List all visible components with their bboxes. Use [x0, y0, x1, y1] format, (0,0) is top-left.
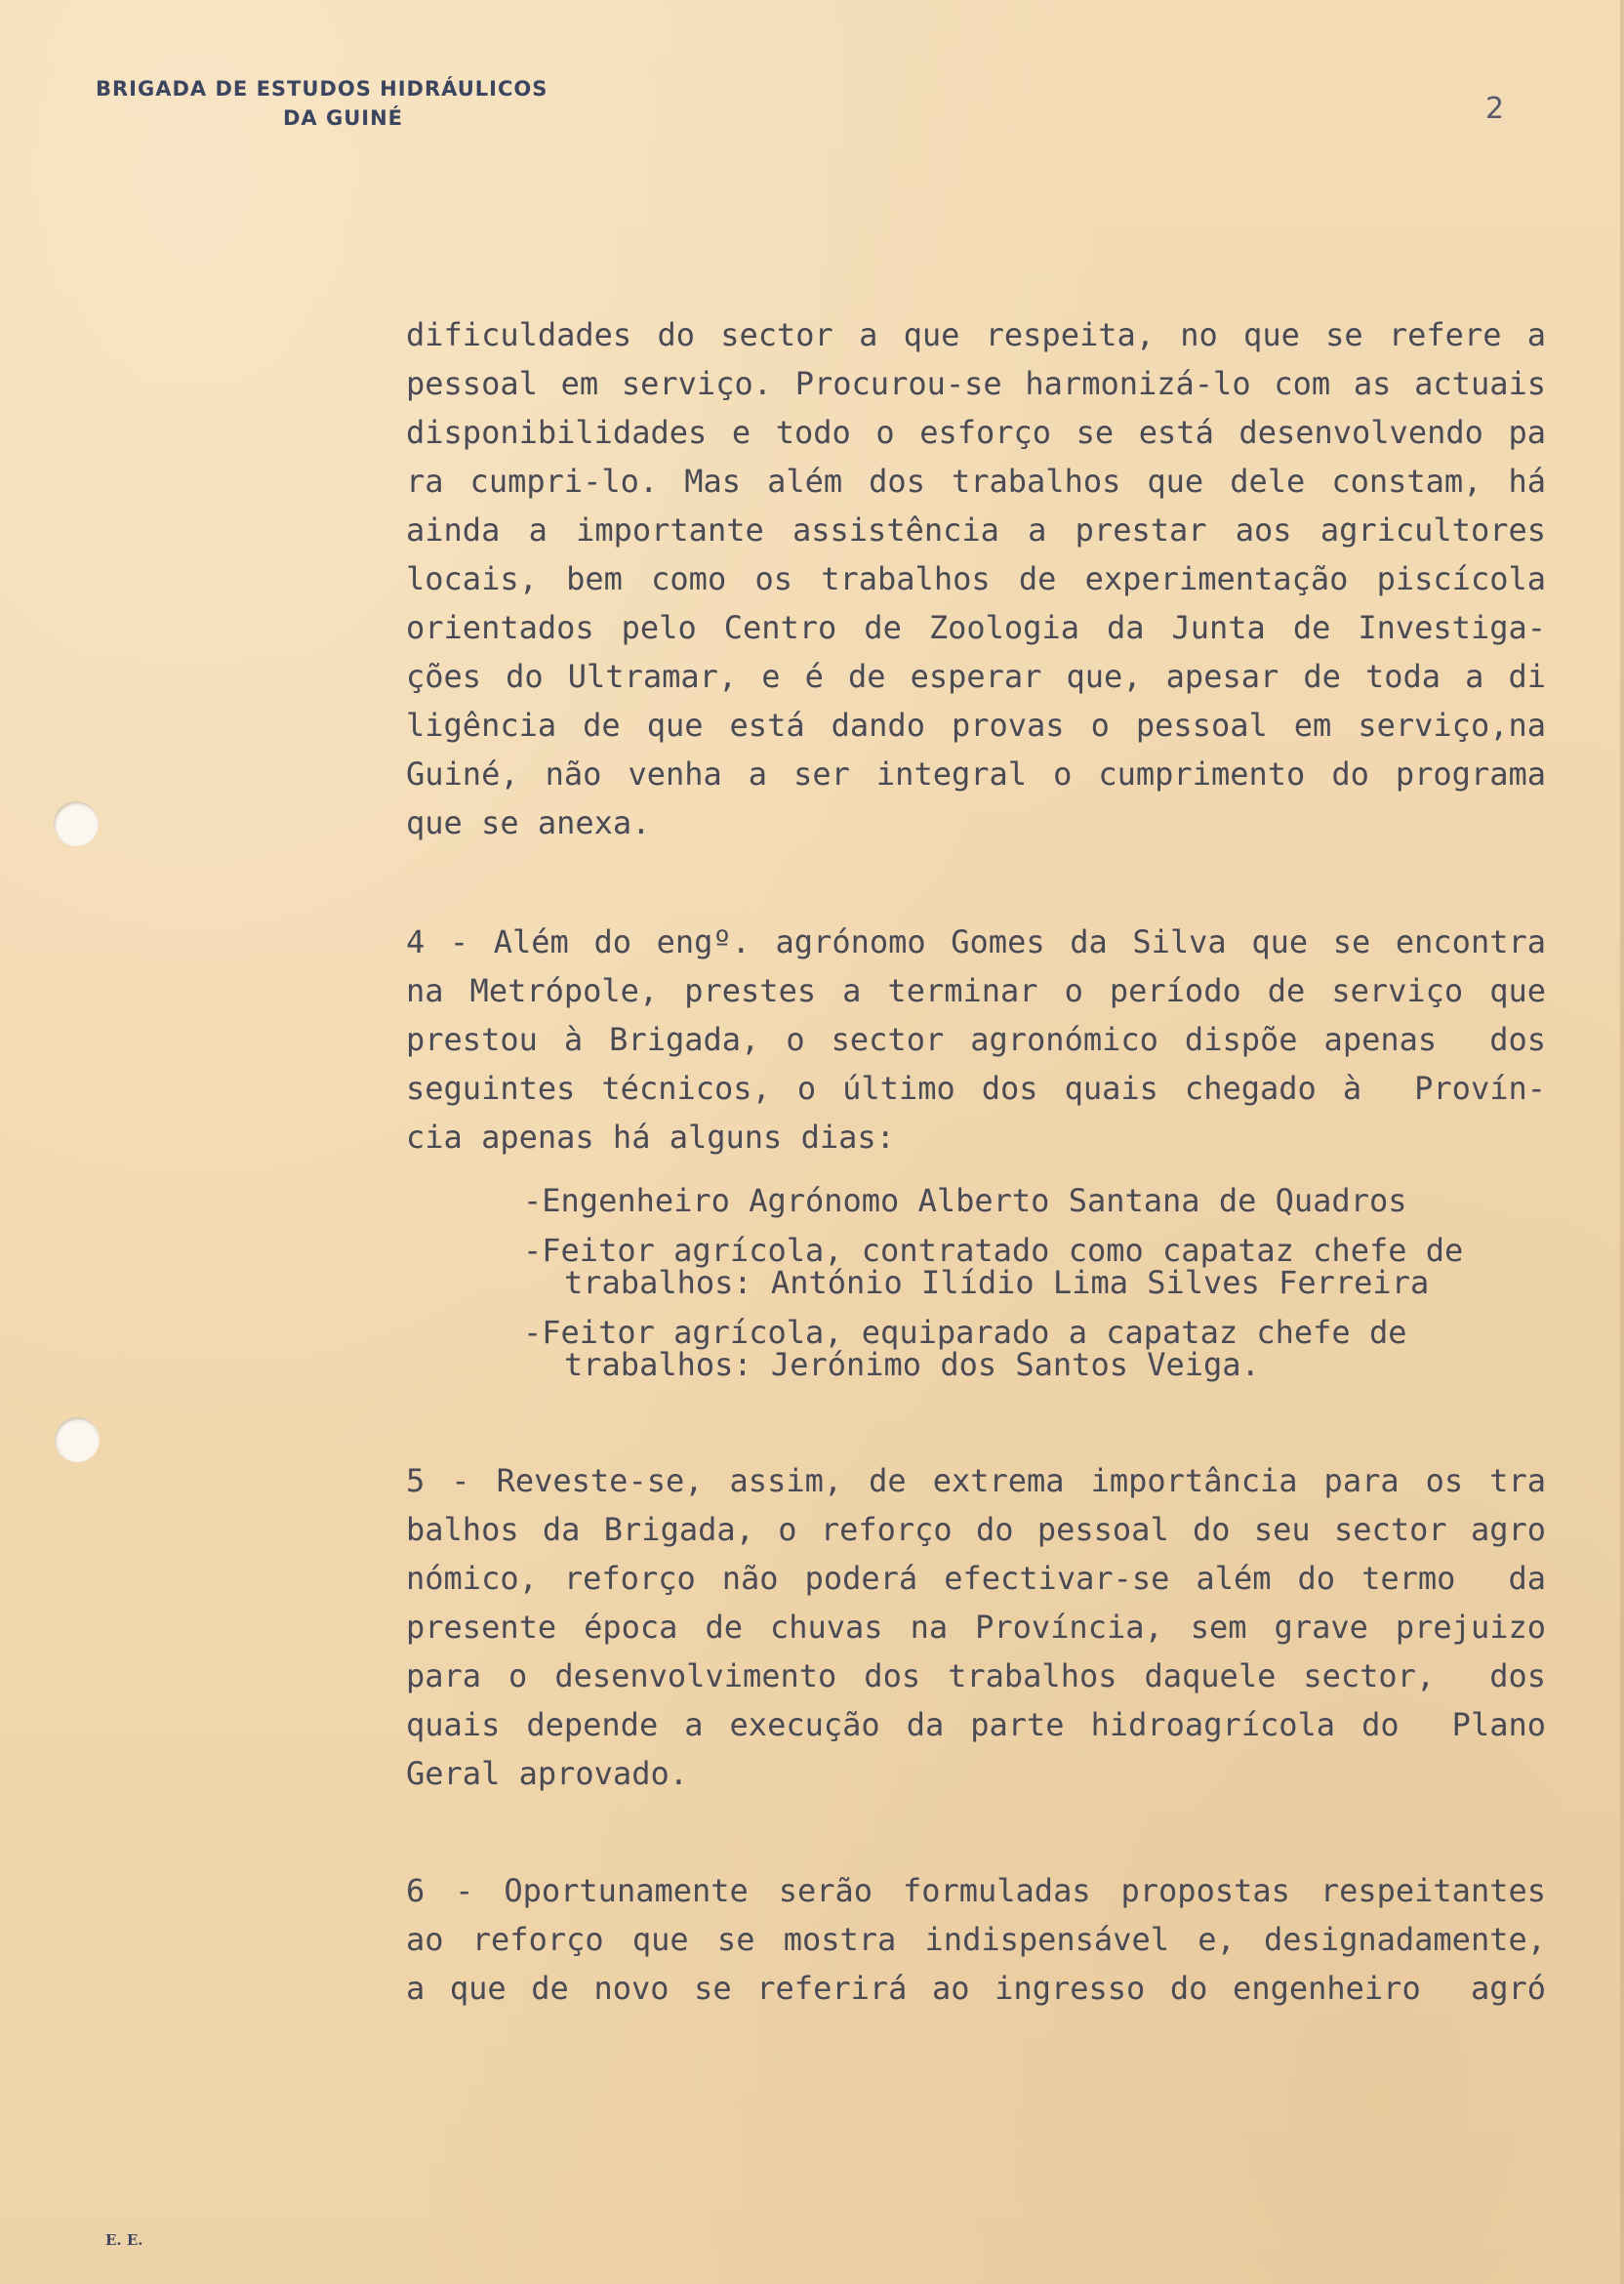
text-line: ainda a importante assistência a prestar aos agricultores — [406, 511, 1546, 549]
text-line: quais depende a execução da parte hidroagrícola do Plano — [406, 1706, 1546, 1743]
text-line: cia apenas há alguns dias: — [406, 1119, 895, 1156]
text-line: 5 - Reveste-se, assim, de extrema importância para os tra — [406, 1462, 1546, 1499]
page-number: 2 — [1485, 92, 1505, 126]
paragraph-5 — [406, 1456, 1546, 1798]
list-item-line: -Engenheiro Agrónomo Alberto Santana de Quadros — [523, 1182, 1407, 1219]
text-line: ções do Ultramar, e é de esperar que, apesar de toda a di — [406, 658, 1546, 695]
text-line: nómico, reforço não poderá efectivar-se além do termo da — [406, 1560, 1546, 1597]
text-line: balhos da Brigada, o reforço do pessoal do seu sector agro — [406, 1511, 1546, 1548]
text-line: Geral aprovado. — [406, 1755, 688, 1792]
text-line: presente época de chuvas na Província, sem grave prejuizo — [406, 1609, 1546, 1646]
paragraph-6 — [406, 1866, 1546, 2013]
letterhead — [96, 74, 548, 133]
text-line: a que de novo se referirá ao ingresso do engenheiro agró — [406, 1970, 1546, 2007]
text-line: seguintes técnicos, o último dos quais chegado à Provín- — [406, 1070, 1546, 1107]
text-line: ra cumpri-lo. Mas além dos trabalhos que dele constam, há — [406, 463, 1546, 500]
text-line: na Metrópole, prestes a terminar o período de serviço que — [406, 972, 1546, 1009]
punch-hole — [55, 1417, 100, 1462]
list-item — [523, 1314, 1548, 1383]
staff-list — [523, 1182, 1548, 1399]
text-line: 6 - Oportunamente serão formuladas propostas respeitantes — [406, 1872, 1546, 1909]
paragraph-4 — [406, 918, 1546, 1162]
text-line: dificuldades do sector a que respeita, no que se refere a — [406, 316, 1546, 353]
intro-paragraph — [406, 310, 1546, 847]
text-line: ligência de que está dando provas o pessoal em serviço,na — [406, 707, 1546, 744]
list-item-line: trabalhos: Jerónimo dos Santos Veiga. — [564, 1346, 1260, 1383]
text-line: pessoal em serviço. Procurou-se harmonizá-lo com as actuais — [406, 365, 1546, 402]
letterhead-line-2: DA GUINÉ — [283, 106, 404, 130]
punch-hole — [54, 801, 99, 846]
list-item-line: -Feitor agrícola, equiparado a capataz chefe de — [523, 1314, 1407, 1351]
list-item-line: trabalhos: António Ilídio Lima Silves Ferreira — [564, 1264, 1430, 1301]
list-item-line: -Feitor agrícola, contratado como capataz chefe de — [523, 1232, 1464, 1269]
text-line: que se anexa. — [406, 804, 651, 841]
text-line: orientados pelo Centro de Zoologia da Junta de Investiga- — [406, 609, 1546, 646]
text-line: para o desenvolvimento dos trabalhos daquele sector, dos — [406, 1657, 1546, 1694]
text-line: locais, bem como os trabalhos de experimentação piscícola — [406, 560, 1546, 597]
text-line: prestou à Brigada, o sector agronómico dispõe apenas dos — [406, 1021, 1546, 1058]
text-line: 4 - Além do engº. agrónomo Gomes da Silva que se encontra — [406, 923, 1546, 960]
text-line: Guiné, não venha a ser integral o cumprimento do programa — [406, 755, 1546, 793]
text-line: ao reforço que se mostra indispensável e, designadamente, — [406, 1921, 1546, 1958]
letterhead-line-1: BRIGADA DE ESTUDOS HIDRÁULICOS — [96, 77, 548, 101]
footer-mark: E. E. — [105, 2231, 143, 2249]
text-line: disponibilidades e todo o esforço se está desenvolvendo pa — [406, 414, 1546, 451]
list-item — [523, 1232, 1548, 1301]
list-item — [523, 1182, 1548, 1219]
